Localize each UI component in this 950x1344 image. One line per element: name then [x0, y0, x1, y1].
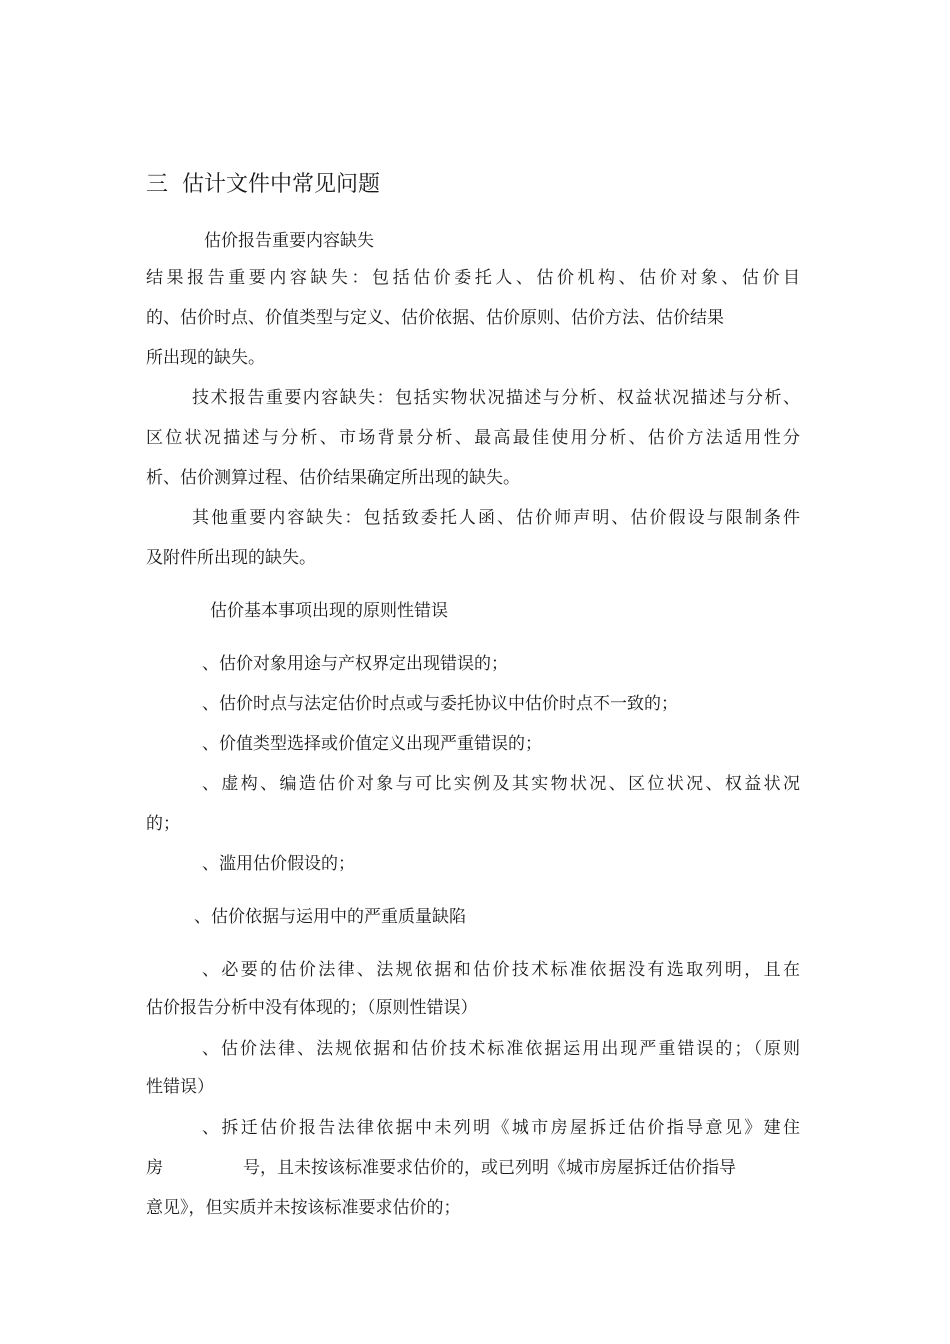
paragraph-technical-line-1: 技术报告重要内容缺失：包括实物状况描述与分析、权益状况描述与分析、 — [192, 388, 800, 408]
basis-item-2-line-2: 性错误） — [146, 1077, 214, 1097]
list-item-2: 、估价时点与法定估价时点或与委托协议中估价时点不一致的； — [202, 694, 678, 714]
section-title: 估计文件中常见问题 — [182, 172, 381, 197]
paragraph-other-line-1: 其他重要内容缺失：包括致委托人函、估价师声明、估价假设与限制条件 — [192, 508, 800, 528]
list-item-1: 、估价对象用途与产权界定出现错误的； — [202, 654, 508, 674]
basis-item-3-line-1: 、拆迁估价报告法律依据中未列明《城市房屋拆迁估价指导意见》建住 — [202, 1118, 800, 1138]
section-heading — [146, 170, 380, 200]
section-number: 三 — [146, 172, 169, 197]
basis-item-2-line-1: 、估价法律、法规依据和估价技术标准依据运用出现严重错误的；（原则 — [202, 1039, 800, 1059]
basis-item-1-line-1: 、必要的估价法律、法规依据和估价技术标准依据没有选取列明，且在 — [202, 960, 800, 980]
subheading-basis-defects: 、估价依据与运用中的严重质量缺陷 — [194, 907, 466, 927]
list-item-5: 、滥用估价假设的； — [202, 854, 355, 874]
list-item-4-line-1: 、虚构、编造估价对象与可比实例及其实物状况、区位状况、权益状况 — [202, 774, 800, 794]
paragraph-technical-line-2: 区位状况描述与分析、市场背景分析、最高最佳使用分析、估价方法适用性分 — [146, 428, 800, 448]
paragraph-technical-line-3: 析、估价测算过程、估价结果确定所出现的缺失。 — [146, 468, 520, 488]
subheading-content-missing: 估价报告重要内容缺失 — [204, 231, 374, 251]
paragraph-result-line-2: 的、估价时点、价值类型与定义、估价依据、估价原则、估价方法、估价结果 — [146, 308, 724, 328]
basis-item-3-line-2-end: 号，且未按该标准要求估价的，或已列明《城市房屋拆迁估价指导 — [243, 1158, 736, 1178]
paragraph-result-line-1: 结果报告重要内容缺失：包括估价委托人、估价机构、估价对象、估价目 — [146, 268, 800, 288]
paragraph-other-line-2: 及附件所出现的缺失。 — [146, 548, 316, 568]
basis-item-3-line-3: 意见》，但实质并未按该标准要求估价的； — [146, 1198, 461, 1218]
list-item-3: 、价值类型选择或价值定义出现严重错误的； — [202, 734, 542, 754]
paragraph-result-line-3: 所出现的缺失。 — [146, 348, 265, 368]
basis-item-3-line-2-start: 房 — [146, 1158, 163, 1178]
list-item-4-line-2: 的； — [146, 814, 180, 834]
basis-item-1-line-2: 估价报告分析中没有体现的；（原则性错误） — [146, 998, 478, 1018]
basis-item-3-line-2 — [146, 1156, 736, 1180]
subheading-principle-errors: 估价基本事项出现的原则性错误 — [210, 601, 448, 621]
